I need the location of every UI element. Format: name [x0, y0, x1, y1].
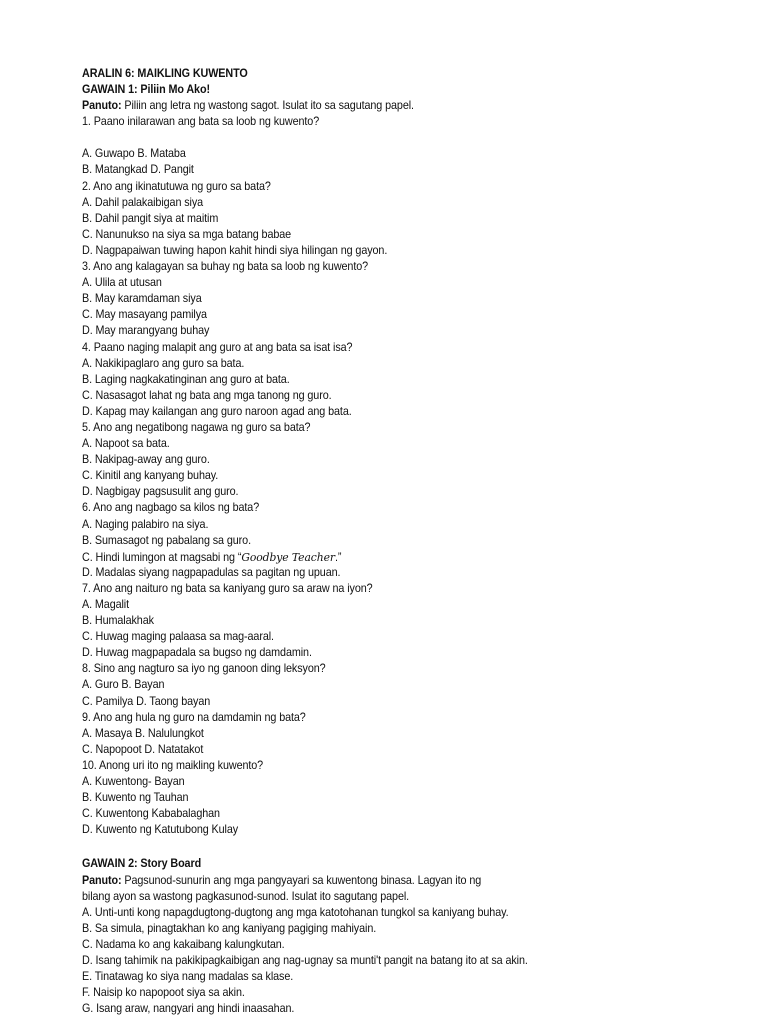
activity1-title: GAWAIN 1: Piliin Mo Ako!	[82, 83, 210, 97]
list-item: F. Naisip ko napopoot siya sa akin.	[82, 986, 245, 1000]
list-item: 6. Ano ang nagbago sa kilos ng bata?	[82, 501, 260, 515]
list-item: A. Guro B. Bayan	[82, 678, 165, 692]
lesson-title: ARALIN 6: MAIKLING KUWENTO	[82, 67, 248, 80]
list-item: A. Kuwentong- Bayan	[82, 775, 185, 789]
list-item: D. Isang tahimik na pakikipagkaibigan ang nag-ugnay sa munti't pangit na batang ito at sa akin.	[82, 953, 528, 967]
list-item: A. Unti-unti kong napagdugtong-dugtong ang mga katotohanan tungkol sa kaniyang buhay.	[82, 905, 509, 919]
list-item: D. Kapag may kailangan ang guro naroon agad ang bata.	[82, 404, 352, 418]
list-item: 4. Paano naging malapit ang guro at ang bata sa isat isa?	[82, 340, 353, 354]
blank-line	[82, 838, 722, 856]
worksheet-page	[82, 66, 722, 1017]
list-item: C. Kinitil ang kanyang buhay.	[82, 469, 219, 483]
question-1: 1. Paano inilarawan ang bata sa loob ng kuwento?	[82, 115, 320, 129]
list-item: A. Ulila at utusan	[82, 276, 162, 290]
list-item: D. Kuwento ng Katutubong Kulay	[82, 823, 239, 837]
list-item-goodbye	[82, 549, 677, 565]
list-item: C. Pamilya D. Taong bayan	[82, 694, 211, 708]
list-item: D. Madalas siyang nagpapadulas sa pagitan ng upuan.	[82, 565, 341, 579]
list-item: C. Nanunukso na siya sa mga batang babae	[82, 227, 292, 241]
goodbye-suffix: .”	[334, 550, 342, 564]
list-item: 8. Sino ang nagturo sa iyo ng ganoon ding leksyon?	[82, 662, 326, 676]
list-item: B. Kuwento ng Tauhan	[82, 791, 189, 805]
list-item: 7. Ano ang naituro ng bata sa kaniyang guro sa araw na iyon?	[82, 581, 373, 595]
list-item: B. Humalakhak	[82, 614, 154, 628]
panuto-label: Panuto:	[82, 873, 122, 887]
list-item: A. Masaya B. Nalulungkot	[82, 726, 204, 740]
list-item: C. Nasasagot lahat ng bata ang mga tanong ng guro.	[82, 388, 332, 402]
activity2-instructions	[82, 873, 677, 889]
list-item: A. Magalit	[82, 598, 130, 611]
panuto-label: Panuto:	[82, 99, 122, 113]
list-item: C. May masayang pamilya	[82, 308, 207, 322]
list-item: B. Laging nagkakatinginan ang guro at bata.	[82, 372, 290, 386]
activity1-instructions	[82, 98, 677, 114]
panuto-text: Piliin ang letra ng wastong sagot. Isulat ito sa sagutang papel.	[121, 99, 414, 113]
list-item: B. Sumasagot ng pabalang sa guro.	[82, 533, 251, 547]
activity2-title: GAWAIN 2: Story Board	[82, 857, 202, 871]
goodbye-italic: Goodbye Teacher	[241, 549, 335, 564]
list-item: D. Huwag magpapadala sa bugso ng damdamin.	[82, 646, 312, 660]
list-item: D. Nagbigay pagsusulit ang guro.	[82, 485, 239, 499]
list-item: 2. Ano ang ikinatutuwa ng guro sa bata?	[82, 179, 271, 193]
list-item: A. Napoot sa bata.	[82, 437, 170, 451]
list-item: D. May marangyang buhay	[82, 324, 210, 338]
list-item: 10. Anong uri ito ng maikling kuwento?	[82, 758, 264, 772]
list-item: A. Naging palabiro na siya.	[82, 517, 209, 531]
list-item: A. Dahil palakaibigan siya	[82, 195, 204, 209]
list-item: D. Nagpapaiwan tuwing hapon kahit hindi siya hilingan ng gayon.	[82, 243, 388, 257]
list-item: C. Nadama ko ang kakaibang kalungkutan.	[82, 937, 285, 951]
list-item: B. Nakipag-away ang guro.	[82, 453, 210, 467]
list-item: B. Matangkad D. Pangit	[82, 163, 194, 177]
goodbye-prefix: C. Hindi lumingon at magsabi ng “	[82, 550, 242, 564]
list-item: 9. Ano ang hula ng guro na damdamin ng bata?	[82, 710, 306, 724]
list-item: C. Napopoot D. Natatakot	[82, 742, 204, 756]
panuto-text: Pagsunod-sunurin ang mga pangyayari sa kuwentong binasa. Lagyan ito ng	[121, 873, 482, 887]
blank-line	[82, 130, 722, 146]
list-item: B. May karamdaman siya	[82, 292, 202, 306]
list-item: A. Guwapo B. Mataba	[82, 147, 186, 161]
list-item: E. Tinatawag ko siya nang madalas sa klase.	[82, 970, 294, 984]
list-item: G. Isang araw, nangyari ang hindi inaasahan.	[82, 1002, 295, 1016]
list-item: 5. Ano ang negatibong nagawa ng guro sa bata?	[82, 420, 311, 434]
list-item: bilang ayon sa wastong pagkasunod-sunod. Isulat ito sagutang papel.	[82, 889, 410, 903]
list-item: B. Sa simula, pinagtakhan ko ang kaniyang pagiging mahiyain.	[82, 921, 377, 935]
list-item: 3. Ano ang kalagayan sa buhay ng bata sa loob ng kuwento?	[82, 260, 369, 274]
list-item: C. Kuwentong Kababalaghan	[82, 807, 220, 821]
list-item: A. Nakikipaglaro ang guro sa bata.	[82, 356, 245, 370]
list-item: B. Dahil pangit siya at maitim	[82, 211, 219, 225]
list-item: C. Huwag maging palaasa sa mag-aaral.	[82, 630, 274, 644]
